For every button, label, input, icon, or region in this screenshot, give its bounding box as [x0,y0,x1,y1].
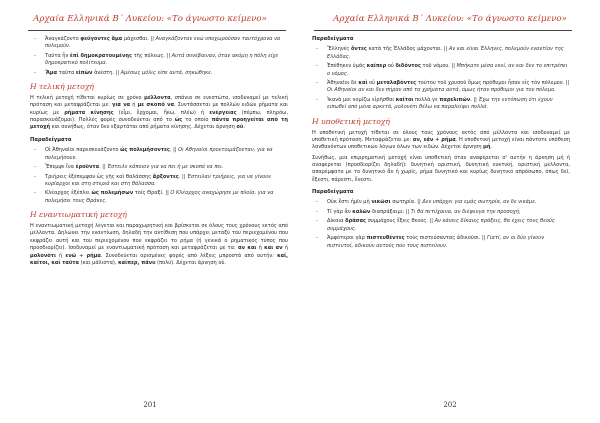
example-text: Δίκαια δράσας συμμάχους ἕξεις θεούς. || Αν κάνεις δίκαιες πράξεις, θα έχεις τους θεούς συμμάχους. [327,218,555,232]
example-text: Ἀθηναῖοι δὲ καὶ οὐ μεταλαβόντες τούτου τοῦ χρυσοῦ ὅμως πρόθυμοι ἦσαν εἰς τὸν πόλεμον. || Οι Αθηναίοι αν και δεν πήραν από τα χρήματα αυτά, όμως ήταν πρόθυμοι για τον πόλεμο. [327,80,570,94]
example-text: Τί γὰρ ἂν καλῶν διαπράξαιμι; || Τι θα πετύχαινα, αν διέφευγα την προσοχή; [327,208,521,215]
example-item [30,174,288,189]
translation: Αυτά συνέβαιναν, όταν ακόμη η πόλη είχε δημοκρατικό πολίτευμα. [45,52,279,67]
examples-label-top: Παραδείγματα [312,36,354,42]
translation: Οι Αθηναίοι προετοιμάζονταν, για να πολεμήσουν. [45,147,273,161]
bullet-dash: - [34,173,36,180]
final-participle-examples [30,147,288,205]
bullet-dash: - [316,63,318,70]
example-item [312,97,570,112]
example-item [30,164,288,171]
example-item [30,70,288,77]
example-text: Ἱκανὰ μοι νομίζω εἰρῆσθαι καίτοι πολλὰ γε παρελιπών. || Έχω την εντύπωση ότι έχουν ειπωθεί από μένα αρκετά, μολονότι θέλω να παραλείψει πολλά. [327,96,553,111]
examples-label: Παραδείγματα [30,136,72,143]
example-text: Ἐπέθηκεν ὑμᾶς καίπερ οὐ διδόντος τοῦ νόμου. || Μπήκατε μέσα εκεί, αν και δεν το επιτρέπει ο νόμος. [327,63,568,77]
concessive-examples [312,46,570,111]
translation: Αμέσως μόλις είπε αυτά, σηκώθηκε. [120,69,213,76]
page-number-right: 202 [443,401,457,409]
example-item [312,235,570,250]
example-item [30,147,288,162]
bullet-dash: - [316,235,318,242]
translation: Τι θα πετύχαινα, αν διέφευγα την προσοχή; [410,208,521,215]
example-item [30,36,288,51]
example-text: Οὐκ ἔστι ἡμῖν μὴ νικῶσι σωτηρία. || Δεν υπάρχει για εμάς σωτηρία, αν δε νικάμε. [327,199,537,206]
running-header: Αρχαία Ελληνικά Β΄ Λυκείου: «Το άγνωστο κείμενο» [33,14,267,24]
example-text: Ἅμα ταῦτα εἰπὼν ἀνέστη. || Αμέσως μόλις είπε αυτά, σηκώθηκε. [45,69,213,76]
bullet-dash: - [316,96,318,103]
header-rule [28,30,286,31]
section-title-final-participle: Η τελική μετοχή [30,82,94,92]
translation: Αναγκάζονταν ενώ υποχωρούσαν ταυτόχρονα να πολεμούν. [45,36,281,50]
example-item [312,63,570,78]
example-item [312,199,570,206]
bullet-dash: - [316,80,318,87]
translation: Έστειλαν τριήρεις, για να γίνουν κυρίαρχοι και στη στεριά και στη θάλασσα. [45,173,271,187]
conditional-participle-paragraph-1: Η υποθετική μετοχή τίθεται σε όλους τους χρόνους εκτός από μέλλοντα και ισοδυναμεί με υποθετική πρόταση. Μεταφράζεται με: αν, εάν + ρήμα. Η υποθετική μετοχή είναι πάντοτε υπόθεση λανθανόντων υποθετικών λόγων όλων των ειδών. Δέχεται άρνηση μή. [312,129,570,151]
bullet-dash: - [34,190,36,197]
example-item [312,46,570,61]
concessive-participle-paragraph: Η εναντιωματική μετοχή λέγεται και παραχωρητική και βρίσκεται σε όλους τους χρόνους εκτός από μέλλοντα. Δηλώνει την εναντίωση, δηλαδή την αντίθεση που υπάρχει μεταξύ του περιεχομένου που εκφράζει αυτή και του περιεχομένου που εκφράζει το ρήμα (ή γενικά ο ρηματικός τύπος που προσδιορίζει). Ισοδυναμεί με εναντιωματική πρόταση και μεταφράζεται με τα: αν και ή και αν ή μολονότι ή ενώ + ρήμα. Συνοδεύεται ορισμένες φορές από λέξεις μπροστά από αυτήν: καί, καίτοι, καί ταῦτα (και μάλιστα), καίπερ, πάνυ (πολύ). Δέχεται άρνηση οὐ. [30,223,288,266]
example-text: Ἀναγκάζοντο φεύγοντες ἅμα μάχεσθαι. || Αναγκάζονταν ενώ υποχωρούσαν ταυτόχρονα να πολεμούν. [45,36,281,50]
translation: Οι Αθηναίοι αν και δεν πήραν από τα χρήματα αυτά, όμως ήταν πρόθυμοι για τον πόλεμο. [327,87,556,94]
section-title-concessive-participle: Η εναντιωματική μετοχή [30,210,127,220]
example-text: Τριήρεις ἐξέπεμψαν ὡς γῆς καὶ θαλάσσης ἄρξοντες. || Έστειλαν τριήρεις, για να γίνουν κυρίαρχοι και στη στεριά και στη θάλασσα. [45,173,271,187]
bullet-dash: - [316,218,318,225]
example-text: Οἱ Ἀθηναῖοι παρεσκευάζοντο ὡς πολεμήσοντες. || Οι Αθηναίοι προετοιμάζονταν, για να πολεμήσουν. [45,147,273,161]
right-page [300,0,600,423]
bullet-dash: - [34,147,36,154]
intro-example-list [30,36,288,77]
example-item [30,190,288,205]
bullet-dash: - [316,199,318,206]
example-item [30,53,288,68]
left-content [30,36,288,270]
example-text: Κλέαρχος ἐξέπλει ὡς πολεμήσων τοῖς Θραξί. || Ο Κλέαρχος αναχώρησε με πλοία, για να πολεμήσει τους Θράκες. [45,190,274,204]
bullet-dash: - [34,52,36,59]
header-rule-right [314,30,572,31]
section-title-conditional-participle: Η υποθετική μετοχή [312,116,390,126]
bullet-dash: - [316,208,318,215]
right-content [312,36,570,252]
translation: Μπήκατε μέσα εκεί, αν και δεν το επιτρέπει ο νόμος. [327,63,568,77]
page-number-left: 201 [143,401,157,409]
running-header-right: Αρχαία Ελληνικά Β΄ Λυκείου: «Το άγνωστο κείμενο» [333,14,567,24]
bullet-dash: - [34,164,36,171]
translation: Γιατί, αν οι δύο γίνουν πιστευτοί, αδικούν αυτούς που τους πιστεύουν. [327,235,545,249]
bullet-dash: - [34,69,36,76]
translation: Αν κάνεις δίκαιες πράξεις, θα έχεις τους θεούς συμμάχους. [327,218,555,232]
example-text: Ἀμφότεροι γὰρ πιστευθέντες τοὺς πιστεύσαντας ἀδικοῦσι. || Γιατί, αν οι δύο γίνουν πιστευτοί, αδικούν αυτούς που τους πιστεύουν. [327,235,545,249]
translation: Ο Κλέαρχος αναχώρησε με πλοία, για να πολεμήσει τους Θράκες. [45,190,274,204]
example-item [312,209,570,216]
translation: Έχω την εντύπωση ότι έχουν ειπωθεί από μένα αρκετά, μολονότι θέλω να παραλείψει πολλά. [327,96,553,111]
example-text: Ταῦτα ἦν ἐπὶ δημοκρατουμένης τῆς πόλεως. || Αυτά συνέβαιναν, όταν ακόμη η πόλη είχε δημοκρατικό πολίτευμα. [45,52,279,67]
example-text: Ἔπεμψε ἵνα ἐροῦντα. || Έστειλε κάποιον για να πει ή με σκοπό να πει. [45,164,224,171]
bullet-dash: - [316,46,318,53]
translation: Δεν υπάρχει για εμάς σωτηρία, αν δε νικάμε. [422,199,537,206]
examples-label-bottom: Παραδείγματα [312,189,354,196]
translation: Έστειλε κάποιον για να πει ή με σκοπό να πει. [107,164,224,171]
example-item [312,218,570,233]
final-participle-paragraph: Η τελική μετοχή τίθεται κυρίως σε χρόνο μέλλοντα, σπάνια σε ενεστώτα, ισοδυναμεί με τελική πρόταση και μεταφράζεται με: για να ή με σκοπό να. Συντάσσεται με πολλών ειδών ρήματα και κυρίως με ρήματα κίνησης (εἶμι, ἔρχομαι, ἥκω, πλέω) ή ενέργειας (πέμπω, πληρόω, παρασκευάζομαι). Πολλές φορές συνοδεύεται από το ὡς το οποίο πάντα προηγείται από τη μετοχή και συνήθως, όταν δεν εξαρτάται από ρήματα κίνησης. Δέχεται άρνηση οὐ. [30,95,288,131]
example-text: Ἕλληνές ὄντες κατὰ τῆς Ἑλλάδος μάχονται. || Αν και είναι Έλληνες, πολεμούν εναντίον της Ελλάδας. [327,46,564,60]
bullet-dash: - [34,36,36,42]
example-item [312,80,570,95]
conditional-participle-paragraph-2: Συνήθως, μια επιρρηματική μετοχή είναι υποθετική όταν αναφέρεται σ' αυτήν η άρνηση μή ή αναφέρεται (προσδιορίζει δηλαδή): δυνητική οριστική, δυνητική ευκτική, οριστική μέλλοντα, απαρέμφατο με το δυνητικό ἄν ή χωρίς, ρήμα δυνητικό και κυρίως δυνητικό απρόσωπο, όπως δεῖ, ἔξεστι, πάρεστι, ἔνεστι. [312,154,570,183]
conditional-examples [312,199,570,250]
translation: Αν και είναι Έλληνες, πολεμούν εναντίον της Ελλάδας. [327,46,564,60]
